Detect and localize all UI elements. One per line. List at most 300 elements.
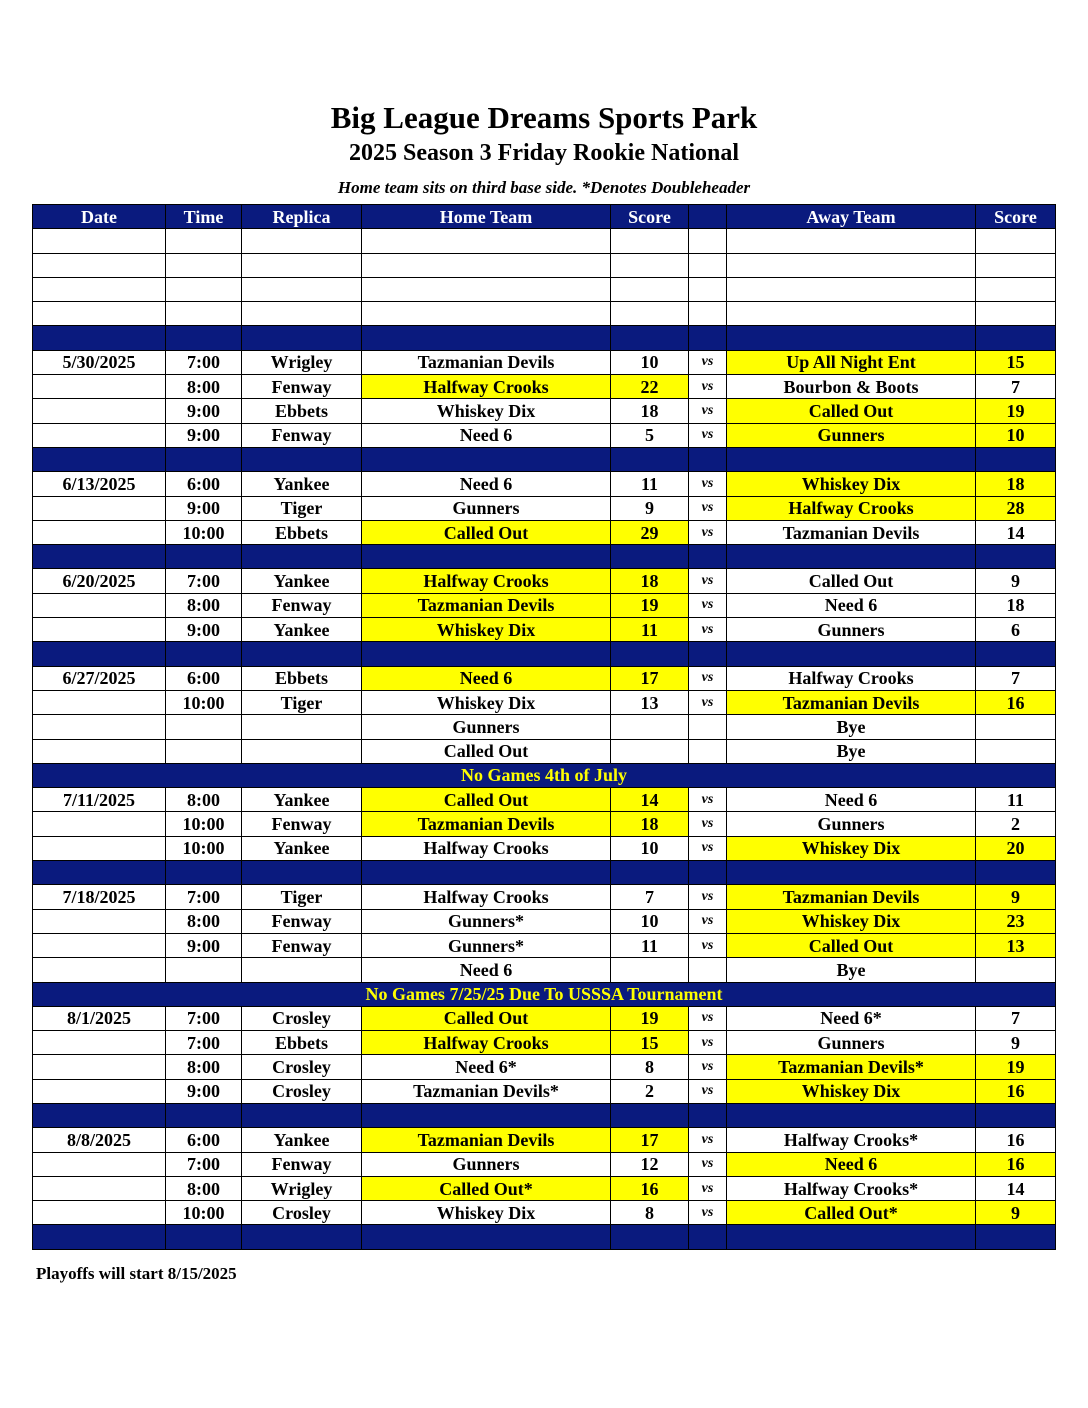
away-score-cell: 19 [976, 1055, 1056, 1079]
time-cell: 9:00 [166, 423, 242, 447]
away-score-cell: 19 [976, 399, 1056, 423]
home-score-cell [611, 1225, 689, 1249]
replica-cell: Fenway [242, 375, 362, 399]
away-team-cell: Whiskey Dix [727, 909, 976, 933]
replica-cell [242, 277, 362, 301]
separator-row [33, 326, 1056, 350]
away-score-cell: 13 [976, 933, 1056, 957]
vs-cell [689, 1225, 727, 1249]
home-score-cell [611, 253, 689, 277]
away-score-cell: 7 [976, 666, 1056, 690]
col-away-team-header: Away Team [727, 205, 976, 229]
time-cell [166, 545, 242, 569]
time-cell [166, 958, 242, 982]
vs-cell: vs [689, 593, 727, 617]
home-score-cell: 16 [611, 1176, 689, 1200]
away-team-cell [727, 326, 976, 350]
game-row [33, 423, 1056, 447]
away-team-cell: Need 6 [727, 1152, 976, 1176]
game-row [33, 569, 1056, 593]
away-team-cell: Halfway Crooks [727, 496, 976, 520]
vs-cell [689, 326, 727, 350]
game-row [33, 1079, 1056, 1103]
game-row [33, 715, 1056, 739]
home-team-cell [362, 545, 611, 569]
game-row [33, 520, 1056, 544]
away-team-cell: Halfway Crooks* [727, 1176, 976, 1200]
away-team-cell: Whiskey Dix [727, 836, 976, 860]
away-team-cell: Tazmanian Devils* [727, 1055, 976, 1079]
banner-text: No Games 4th of July [33, 763, 1056, 787]
home-team-cell: Whiskey Dix [362, 618, 611, 642]
vs-cell [689, 958, 727, 982]
away-score-cell: 14 [976, 520, 1056, 544]
date-cell [33, 1031, 166, 1055]
away-team-cell: Halfway Crooks [727, 666, 976, 690]
date-cell [33, 861, 166, 885]
home-score-cell: 12 [611, 1152, 689, 1176]
away-team-cell [727, 302, 976, 326]
game-row [33, 1201, 1056, 1225]
vs-cell: vs [689, 375, 727, 399]
game-row [33, 472, 1056, 496]
time-cell [166, 277, 242, 301]
time-cell: 9:00 [166, 1079, 242, 1103]
vs-cell [689, 302, 727, 326]
away-score-cell [976, 958, 1056, 982]
replica-cell: Fenway [242, 423, 362, 447]
home-team-cell: Gunners [362, 496, 611, 520]
time-cell [166, 739, 242, 763]
away-score-cell: 15 [976, 350, 1056, 374]
away-team-cell: Called Out* [727, 1201, 976, 1225]
separator-row [33, 447, 1056, 471]
replica-cell: Yankee [242, 618, 362, 642]
date-cell [33, 593, 166, 617]
replica-cell [242, 253, 362, 277]
col-time-header: Time [166, 205, 242, 229]
home-score-cell [611, 861, 689, 885]
away-score-cell: 6 [976, 618, 1056, 642]
vs-cell: vs [689, 618, 727, 642]
home-score-cell [611, 642, 689, 666]
home-score-cell: 18 [611, 812, 689, 836]
date-cell [33, 1079, 166, 1103]
vs-cell [689, 447, 727, 471]
home-team-cell: Gunners* [362, 933, 611, 957]
away-team-cell [727, 447, 976, 471]
home-team-cell: Called Out [362, 1006, 611, 1030]
replica-cell [242, 739, 362, 763]
time-cell: 10:00 [166, 520, 242, 544]
vs-cell: vs [689, 690, 727, 714]
home-team-cell: Tazmanian Devils [362, 1128, 611, 1152]
banner-text: No Games 7/25/25 Due To USSSA Tournament [33, 982, 1056, 1006]
away-team-cell: Need 6* [727, 1006, 976, 1030]
vs-cell [689, 545, 727, 569]
home-score-cell: 29 [611, 520, 689, 544]
replica-cell: Fenway [242, 933, 362, 957]
away-team-cell: Tazmanian Devils [727, 690, 976, 714]
away-team-cell [727, 229, 976, 253]
home-score-cell [611, 277, 689, 301]
home-score-cell: 10 [611, 350, 689, 374]
home-team-cell: Halfway Crooks [362, 836, 611, 860]
time-cell [166, 253, 242, 277]
away-score-cell: 16 [976, 1152, 1056, 1176]
game-row [33, 1055, 1056, 1079]
schedule-body [33, 229, 1056, 1249]
away-team-cell [727, 861, 976, 885]
date-cell [33, 520, 166, 544]
away-score-cell: 20 [976, 836, 1056, 860]
time-cell: 7:00 [166, 569, 242, 593]
col-home-team-header: Home Team [362, 205, 611, 229]
time-cell: 8:00 [166, 1055, 242, 1079]
date-cell: 8/1/2025 [33, 1006, 166, 1030]
date-cell: 6/27/2025 [33, 666, 166, 690]
date-cell [33, 399, 166, 423]
vs-cell: vs [689, 472, 727, 496]
vs-cell [689, 739, 727, 763]
replica-cell: Fenway [242, 909, 362, 933]
date-cell [33, 277, 166, 301]
vs-cell: vs [689, 1176, 727, 1200]
away-team-cell [727, 253, 976, 277]
date-cell [33, 1176, 166, 1200]
away-score-cell: 16 [976, 1079, 1056, 1103]
separator-row [33, 545, 1056, 569]
away-score-cell [976, 277, 1056, 301]
away-score-cell: 10 [976, 423, 1056, 447]
away-team-cell [727, 1103, 976, 1127]
date-cell [33, 1055, 166, 1079]
away-team-cell: Called Out [727, 569, 976, 593]
game-row [33, 885, 1056, 909]
home-score-cell [611, 326, 689, 350]
home-team-cell [362, 302, 611, 326]
time-cell [166, 1225, 242, 1249]
game-row [33, 618, 1056, 642]
vs-cell: vs [689, 1031, 727, 1055]
home-team-cell: Halfway Crooks [362, 1031, 611, 1055]
date-cell [33, 933, 166, 957]
away-score-cell [976, 229, 1056, 253]
replica-cell: Crosley [242, 1055, 362, 1079]
empty-row [33, 302, 1056, 326]
replica-cell: Tiger [242, 496, 362, 520]
replica-cell [242, 715, 362, 739]
vs-cell: vs [689, 496, 727, 520]
vs-cell [689, 277, 727, 301]
away-score-cell [976, 861, 1056, 885]
vs-cell: vs [689, 933, 727, 957]
date-cell [33, 423, 166, 447]
away-score-cell [976, 642, 1056, 666]
vs-cell: vs [689, 666, 727, 690]
vs-cell [689, 253, 727, 277]
away-team-cell: Halfway Crooks* [727, 1128, 976, 1152]
home-team-cell [362, 1103, 611, 1127]
home-score-cell: 2 [611, 1079, 689, 1103]
away-score-cell [976, 326, 1056, 350]
replica-cell: Tiger [242, 690, 362, 714]
replica-cell: Ebbets [242, 520, 362, 544]
vs-cell: vs [689, 1152, 727, 1176]
home-team-cell [362, 326, 611, 350]
away-score-cell: 2 [976, 812, 1056, 836]
home-score-cell: 19 [611, 593, 689, 617]
home-team-cell [362, 1225, 611, 1249]
date-cell: 5/30/2025 [33, 350, 166, 374]
replica-cell: Fenway [242, 593, 362, 617]
replica-cell [242, 229, 362, 253]
page-title: Big League Dreams Sports Park [330, 100, 758, 135]
time-cell: 6:00 [166, 666, 242, 690]
vs-cell: vs [689, 423, 727, 447]
date-cell [33, 618, 166, 642]
home-score-cell: 11 [611, 618, 689, 642]
game-row [33, 788, 1056, 812]
away-team-cell: Gunners [727, 812, 976, 836]
vs-cell: vs [689, 1128, 727, 1152]
away-score-cell: 9 [976, 1031, 1056, 1055]
home-team-cell: Tazmanian Devils [362, 593, 611, 617]
replica-cell: Yankee [242, 836, 362, 860]
home-team-cell: Need 6 [362, 958, 611, 982]
date-cell [33, 642, 166, 666]
game-row [33, 933, 1056, 957]
home-team-cell: Tazmanian Devils [362, 350, 611, 374]
game-row [33, 1128, 1056, 1152]
vs-cell: vs [689, 885, 727, 909]
home-score-cell: 9 [611, 496, 689, 520]
time-cell: 8:00 [166, 788, 242, 812]
replica-cell [242, 545, 362, 569]
date-cell [33, 715, 166, 739]
away-team-cell: Called Out [727, 933, 976, 957]
time-cell: 9:00 [166, 618, 242, 642]
away-team-cell: Whiskey Dix [727, 472, 976, 496]
time-cell: 7:00 [166, 885, 242, 909]
away-team-cell: Gunners [727, 423, 976, 447]
vs-cell: vs [689, 788, 727, 812]
banner-row [33, 982, 1056, 1006]
empty-row [33, 229, 1056, 253]
date-cell [33, 253, 166, 277]
away-team-cell: Bye [727, 739, 976, 763]
away-team-cell: Bye [727, 715, 976, 739]
home-score-cell: 15 [611, 1031, 689, 1055]
time-cell: 7:00 [166, 350, 242, 374]
date-cell: 6/20/2025 [33, 569, 166, 593]
replica-cell: Ebbets [242, 666, 362, 690]
away-team-cell [727, 1225, 976, 1249]
away-score-cell: 14 [976, 1176, 1056, 1200]
away-score-cell [976, 302, 1056, 326]
empty-row [33, 277, 1056, 301]
game-row [33, 690, 1056, 714]
home-team-cell: Called Out [362, 739, 611, 763]
page-note: Home team sits on third base side. *Denotes Doubleheader [337, 178, 751, 197]
home-score-cell: 14 [611, 788, 689, 812]
game-row [33, 1031, 1056, 1055]
game-row [33, 1152, 1056, 1176]
home-team-cell: Need 6 [362, 472, 611, 496]
game-row [33, 666, 1056, 690]
home-team-cell [362, 253, 611, 277]
date-cell [33, 302, 166, 326]
time-cell: 10:00 [166, 812, 242, 836]
vs-cell [689, 715, 727, 739]
home-score-cell [611, 229, 689, 253]
replica-cell: Ebbets [242, 399, 362, 423]
home-team-cell: Tazmanian Devils [362, 812, 611, 836]
game-row [33, 739, 1056, 763]
date-cell [33, 812, 166, 836]
home-score-cell: 11 [611, 933, 689, 957]
away-team-cell: Called Out [727, 399, 976, 423]
date-cell [33, 1225, 166, 1249]
replica-cell: Ebbets [242, 1031, 362, 1055]
time-cell [166, 1103, 242, 1127]
home-team-cell: Halfway Crooks [362, 569, 611, 593]
time-cell: 10:00 [166, 1201, 242, 1225]
game-row [33, 836, 1056, 860]
vs-cell: vs [689, 836, 727, 860]
vs-cell: vs [689, 520, 727, 544]
vs-cell: vs [689, 350, 727, 374]
replica-cell: Wrigley [242, 350, 362, 374]
date-cell [33, 375, 166, 399]
home-score-cell: 10 [611, 836, 689, 860]
away-score-cell [976, 1225, 1056, 1249]
date-cell [33, 836, 166, 860]
game-row [33, 350, 1056, 374]
home-score-cell: 19 [611, 1006, 689, 1030]
home-team-cell [362, 861, 611, 885]
away-score-cell: 23 [976, 909, 1056, 933]
vs-cell [689, 1103, 727, 1127]
away-score-cell [976, 253, 1056, 277]
separator-row [33, 642, 1056, 666]
date-cell: 7/11/2025 [33, 788, 166, 812]
date-cell [33, 496, 166, 520]
away-score-cell: 7 [976, 1006, 1056, 1030]
vs-cell: vs [689, 569, 727, 593]
date-cell: 6/13/2025 [33, 472, 166, 496]
col-replica-header: Replica [242, 205, 362, 229]
date-cell [33, 909, 166, 933]
game-row [33, 958, 1056, 982]
away-team-cell: Tazmanian Devils [727, 520, 976, 544]
vs-cell: vs [689, 399, 727, 423]
date-cell [33, 447, 166, 471]
vs-cell [689, 229, 727, 253]
time-cell: 6:00 [166, 472, 242, 496]
date-cell [33, 1152, 166, 1176]
home-score-cell: 5 [611, 423, 689, 447]
time-cell: 8:00 [166, 375, 242, 399]
home-team-cell: Need 6 [362, 666, 611, 690]
replica-cell [242, 302, 362, 326]
replica-cell: Yankee [242, 472, 362, 496]
replica-cell: Yankee [242, 1128, 362, 1152]
away-score-cell: 16 [976, 690, 1056, 714]
away-team-cell: Tazmanian Devils [727, 885, 976, 909]
game-row [33, 909, 1056, 933]
home-score-cell [611, 1103, 689, 1127]
time-cell: 6:00 [166, 1128, 242, 1152]
vs-cell: vs [689, 1055, 727, 1079]
vs-cell [689, 861, 727, 885]
away-team-cell: Bourbon & Boots [727, 375, 976, 399]
away-score-cell [976, 739, 1056, 763]
col-away-score-header: Score [976, 205, 1056, 229]
replica-cell [242, 861, 362, 885]
game-row [33, 496, 1056, 520]
time-cell: 8:00 [166, 593, 242, 617]
replica-cell [242, 447, 362, 471]
away-team-cell: Up All Night Ent [727, 350, 976, 374]
replica-cell: Crosley [242, 1201, 362, 1225]
game-row [33, 593, 1056, 617]
col-home-score-header: Score [611, 205, 689, 229]
vs-cell: vs [689, 1201, 727, 1225]
replica-cell [242, 326, 362, 350]
home-score-cell [611, 958, 689, 982]
away-team-cell [727, 642, 976, 666]
time-cell [166, 302, 242, 326]
time-cell [166, 326, 242, 350]
date-cell [33, 229, 166, 253]
home-score-cell: 18 [611, 399, 689, 423]
time-cell: 9:00 [166, 496, 242, 520]
game-row [33, 375, 1056, 399]
home-score-cell: 7 [611, 885, 689, 909]
away-team-cell: Bye [727, 958, 976, 982]
home-score-cell [611, 302, 689, 326]
home-team-cell [362, 277, 611, 301]
home-score-cell: 10 [611, 909, 689, 933]
replica-cell: Yankee [242, 788, 362, 812]
home-team-cell: Whiskey Dix [362, 1201, 611, 1225]
home-score-cell [611, 715, 689, 739]
time-cell [166, 715, 242, 739]
home-team-cell: Halfway Crooks [362, 885, 611, 909]
home-score-cell [611, 447, 689, 471]
separator-row [33, 1225, 1056, 1249]
replica-cell: Fenway [242, 1152, 362, 1176]
away-team-cell: Gunners [727, 618, 976, 642]
away-score-cell: 9 [976, 885, 1056, 909]
replica-cell: Crosley [242, 1079, 362, 1103]
away-score-cell [976, 715, 1056, 739]
header-row [33, 205, 1056, 229]
away-score-cell: 11 [976, 788, 1056, 812]
vs-cell [689, 642, 727, 666]
date-cell [33, 1103, 166, 1127]
home-team-cell: Called Out* [362, 1176, 611, 1200]
home-team-cell: Gunners [362, 715, 611, 739]
home-score-cell: 11 [611, 472, 689, 496]
home-team-cell: Halfway Crooks [362, 375, 611, 399]
time-cell: 7:00 [166, 1031, 242, 1055]
away-team-cell: Need 6 [727, 593, 976, 617]
replica-cell [242, 642, 362, 666]
home-score-cell: 17 [611, 666, 689, 690]
home-team-cell: Whiskey Dix [362, 399, 611, 423]
